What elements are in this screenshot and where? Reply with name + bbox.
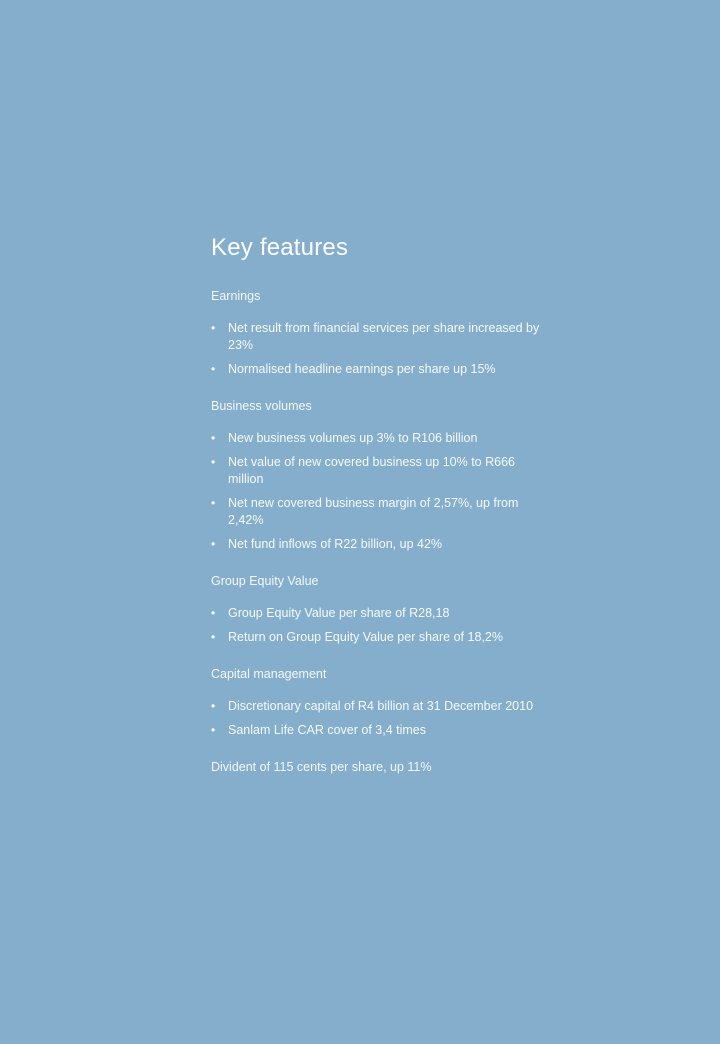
bullet-item: • Net new covered business margin of 2,57%, up from 2,42% [211,495,551,529]
bullet-item: • New business volumes up 3% to R106 billion [211,430,551,447]
bullet-item: • Discretionary capital of R4 billion at 31 December 2010 [211,698,551,715]
bullet-item: • Group Equity Value per share of R28,18 [211,605,551,622]
section-heading: Group Equity Value [211,574,319,588]
bullet-list [211,605,551,646]
section-heading: Capital management [211,667,327,681]
bullet-item: • Net result from financial services per share increased by 23% [211,320,551,354]
bullet-item: • Return on Group Equity Value per share of 18,2% [211,629,551,646]
section-heading: Business volumes [211,399,312,413]
bullet-item: • Net fund inflows of R22 billion, up 42% [211,536,551,553]
dividend-note: Divident of 115 cents per share, up 11% [211,760,432,774]
bullet-list [211,430,551,553]
bullet-list [211,320,551,378]
bullet-item: • Normalised headline earnings per share up 15% [211,361,551,378]
section-group-equity-value [211,573,551,646]
section-capital-management [211,666,551,739]
bullet-list [211,698,551,739]
bullet-item: • Sanlam Life CAR cover of 3,4 times [211,722,551,739]
section-business-volumes [211,398,551,553]
section-earnings [211,288,551,378]
page-title: Key features [211,234,349,261]
bullet-item: • Net value of new covered business up 10% to R666 million [211,454,551,488]
key-features-panel [211,232,551,775]
section-heading: Earnings [211,289,261,303]
